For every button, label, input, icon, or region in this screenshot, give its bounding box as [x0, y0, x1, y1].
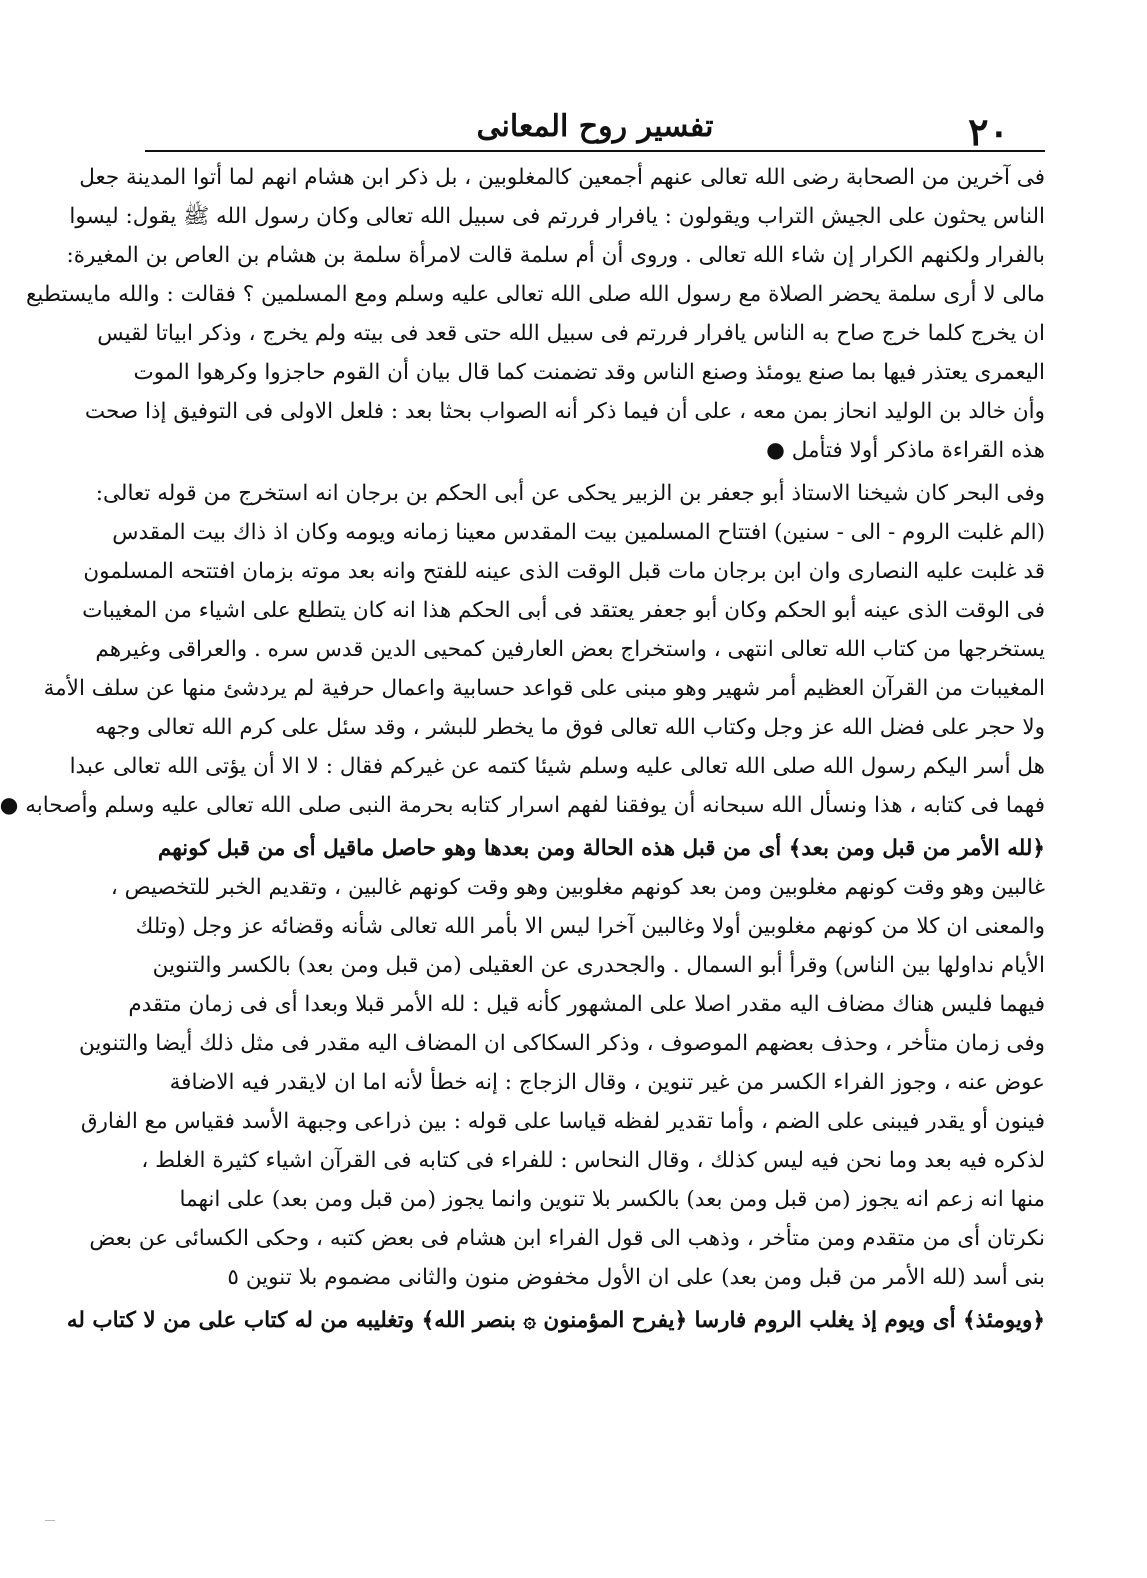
text-line: ان يخرج كلما خرج صاح به الناس يافرار فررتم فى سبيل الله حتى قعد فى بيته ولم يخرج ، وذكر ابياتا لقيس [97, 321, 1045, 346]
paragraph-1 [25, 158, 1045, 470]
text-line: فهما فى كتابه ، هذا ونسأل الله سبحانه أن يوفقنا لفهم اسرار كتابه بحرمة النبى صلى الله تعالى عليه وسلم وأصحابه ● [0, 793, 1045, 818]
page-number: ٢٠ [968, 109, 1009, 154]
verse-line: ﴿ويومئذ﴾ أى ويوم إذ يغلب الروم فارسا ﴿يفرح المؤمنون ۞ بنصر الله﴾ وتغليبه من له كتاب على من لا كتاب له [66, 1308, 1045, 1333]
text-line: (الم غلبت الروم - الى - سنين) افتتاح المسلمين بيت المقدس معينا زمانه ويومه وكان اذ ذاك بيت المقدس [112, 520, 1045, 545]
page-header [145, 100, 1045, 152]
paragraph-3 [79, 829, 1045, 1297]
text-line: اليعمرى يعتذر فيها بما صنع يومئذ وصنع الناس وقد تضمنت كما قال بيان أن القوم حاجزوا وكرهوا الموت [133, 360, 1045, 385]
text-line: قد غلبت عليه النصارى وان ابن برجان مات قبل الوقت الذى عينه للفتح وانه بعد موته بزمان افتتحه المسلمون [83, 559, 1045, 584]
text-line: يستخرجها من كتاب الله تعالى انتهى ، واستخراج بعض العارفين كمحيى الدين قدس سره . والعراقى وغيرهم [95, 637, 1045, 662]
text-line: نكرتان أى من متقدم ومن متأخر ، وذهب الى قول الفراء ابن هشام فى بعض كتبه ، وحكى الكسائى عن بعض [89, 1226, 1045, 1251]
text-line: الأيام نداولها بين الناس) وقرأ أبو السمال . والجحدرى عن العقيلى (من قبل ومن بعد) بالكسر والتنوين [152, 953, 1045, 978]
body-text [0, 158, 1045, 1344]
text-line: بنى أسد (لله الأمر من قبل ومن بعد) على ان الأول مخفوض منون والثانى مضموم بلا تنوين ٥ [227, 1265, 1045, 1290]
text-line: لذكره فيه بعد وما نحن فيه ليس كذلك ، وقال النحاس : للفراء فى كتابه فى القرآن اشياء كثيرة الغلط ، [141, 1148, 1045, 1173]
text-line: المغيبات من القرآن العظيم أمر شهير وهو مبنى على قواعد حسابية واعمال حرفية لم يردشئ منها عن سلف الأمة [43, 676, 1045, 701]
verse-line: ﴿لله الأمر من قبل ومن بعد﴾ أى من قبل هذه الحالة ومن بعدها وهو حاصل ماقيل أى من قبل كونهم [157, 836, 1045, 861]
text-line: هل أسر اليكم رسول الله صلى الله تعالى عليه وسلم شيئا كتمه عن غيركم فقال : لا الا أن يؤتى الله تعالى عبدا [69, 754, 1045, 779]
text-line: فى الوقت الذى عينه أبو الحكم وكان أبو جعفر يعتقد فى أبى الحكم هذا انه كان يتطلع على اشياء من المغيبات [82, 598, 1045, 623]
text-line: غالبين وهو وقت كونهم مغلوبين ومن بعد كونهم مغلوبين وهو وقت كونهم غالبين ، وتقديم الخبر للتخصيص ، [110, 875, 1045, 900]
text-line: بالفرار ولكنهم الكرار إن شاء الله تعالى . وروى أن أم سلمة قالت لامرأة سلمة بن هشام بن العاص بن المغيرة: [66, 243, 1045, 268]
text-line: فيهما فليس هناك مضاف اليه مقدر اصلا على المشهور كأنه قيل : لله الأمر قبلا وبعدا أى فى زمان متقدم [128, 992, 1045, 1017]
paragraph-2 [0, 474, 1045, 825]
text-line: فى آخرين من الصحابة رضى الله تعالى عنهم أجمعين كالمغلوبين ، بل ذكر ابن هشام انهم لما أتوا المدينة جعل [79, 165, 1045, 190]
text-line: وفى البحر كان شيخنا الاستاذ أبو جعفر بن الزبير يحكى عن أبى الحكم بن برجان انه استخرج من قوله تعالى: [95, 481, 1045, 506]
text-line: مالى لا أرى سلمة يحضر الصلاة مع رسول الله صلى الله تعالى عليه وسلم ومع المسلمين ؟ فقالت : والله مايستطيع [25, 282, 1045, 307]
text-line: منها انه زعم انه يجوز (من قبل ومن بعد) بالكسر بلا تنوين وانما يجوز (من قبل ومن بعد) على انهما [179, 1187, 1045, 1212]
margin-mark [45, 1520, 55, 1521]
text-line: ولا حجر على فضل الله عز وجل وكتاب الله تعالى فوق ما يخطر للبشر ، وقد سئل على كرم الله تعالى وجهه [95, 715, 1045, 740]
text-line: وأن خالد بن الوليد انحاز بمن معه ، على أن فيما ذكر أنه الصواب بحثا بعد : فلعل الاولى فى التوفيق إذا صحت [84, 399, 1045, 424]
paragraph-4 [66, 1301, 1045, 1340]
text-line: فينون أو يقدر فيبنى على الضم ، وأما تقدير لفظه قياسا على قوله : بين ذراعى وجبهة الأسد فقياس مع الفارق [80, 1109, 1045, 1134]
text-line: الناس يحثون على الجيش التراب ويقولون : يافرار فررتم فى سبيل الله تعالى وكان رسول الله ﷺ يقول: ليسوا [69, 204, 1045, 229]
text-line: والمعنى ان كلا من كونهم مغلوبين أولا وغالبين آخرا ليس الا بأمر الله تعالى شأنه وقضائه عز وجل (وتلك [135, 914, 1045, 939]
text-line: وفى زمان متأخر ، وحذف بعضهم الموصوف ، وذكر السكاكى ان المضاف اليه مقدر فى مثل ذلك أيضا والتنوين [79, 1031, 1045, 1056]
text-line: هذه القراءة ماذكر أولا فتأمل ● [766, 438, 1045, 463]
text-line: عوض عنه ، وجوز الفراء الكسر من غير تنوين ، وقال الزجاج : إنه خطأ لأنه اما ان لايقدر فيه الاضافة [169, 1070, 1045, 1095]
book-title: تفسير روح المعانى [476, 109, 714, 144]
header-rule [145, 150, 1045, 152]
